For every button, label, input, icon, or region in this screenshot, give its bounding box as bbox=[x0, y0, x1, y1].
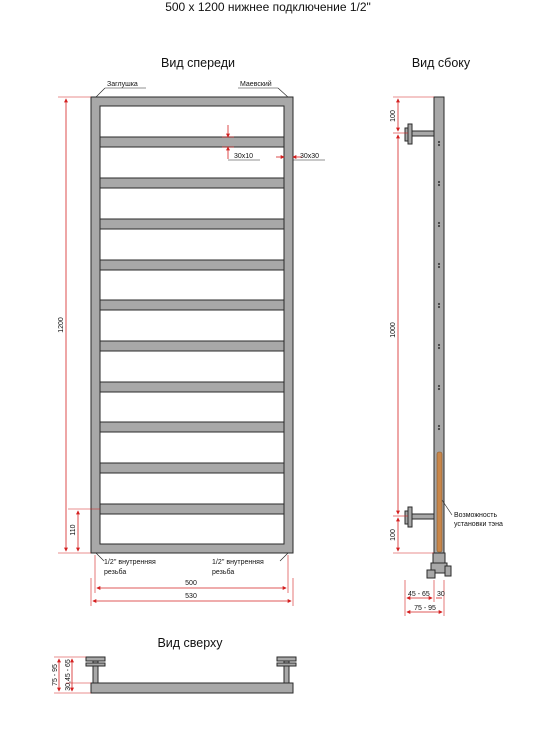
height-dimension: 1200 bbox=[58, 317, 65, 333]
wall-bracket-bottom bbox=[405, 507, 434, 527]
depth-dimension-1: 45 - 65 bbox=[408, 591, 430, 598]
towel-rail-frame bbox=[91, 97, 293, 553]
plug-label: Заглушка bbox=[107, 81, 138, 88]
depth-dimension-2: 30 bbox=[437, 591, 445, 598]
heater-element bbox=[437, 452, 442, 552]
wall-bracket-top bbox=[405, 124, 434, 144]
side-mid-dimension: 1000 bbox=[390, 322, 397, 338]
heater-label-line1: Возможность bbox=[454, 512, 498, 519]
top-total-dimension: 75 - 95 bbox=[52, 664, 59, 686]
top-parts-dimension: 30,45 - 65 bbox=[65, 659, 72, 691]
cross-bars bbox=[100, 137, 284, 514]
bar-profile-label: 30х10 bbox=[234, 153, 254, 160]
width-inner-dimension: 500 bbox=[185, 580, 197, 587]
thread-left-line1: 1/2'' внутренняя bbox=[104, 559, 156, 566]
thread-right-line1: 1/2'' внутренняя bbox=[212, 559, 264, 566]
top-view bbox=[52, 636, 296, 693]
side-view-title: Вид сбоку bbox=[411, 56, 471, 70]
frame-profile-label: 30х30 bbox=[300, 153, 320, 160]
side-bottom-dimension: 100 bbox=[390, 529, 397, 541]
top-view-title: Вид сверху bbox=[157, 636, 223, 650]
bottom-offset-dimension: 110 bbox=[70, 524, 77, 536]
thread-right-line2: резьба bbox=[212, 569, 235, 576]
side-top-dimension: 100 bbox=[390, 110, 397, 122]
top-rail-profile bbox=[91, 683, 293, 693]
thread-left-line2: резьба bbox=[104, 569, 127, 576]
page-title: 500 х 1200 нижнее подключение 1/2" bbox=[165, 0, 371, 14]
depth-total-dimension: 75 - 95 bbox=[414, 605, 436, 612]
front-view-title: Вид спереди bbox=[161, 56, 235, 70]
top-wall-brackets bbox=[86, 657, 296, 683]
mayevsky-label: Маевский bbox=[240, 81, 272, 88]
heater-label-line2: установки тэна bbox=[454, 521, 503, 528]
front-view bbox=[58, 56, 325, 606]
width-outer-dimension: 530 bbox=[185, 593, 197, 600]
heater-housing bbox=[433, 553, 445, 563]
side-view bbox=[390, 56, 503, 616]
